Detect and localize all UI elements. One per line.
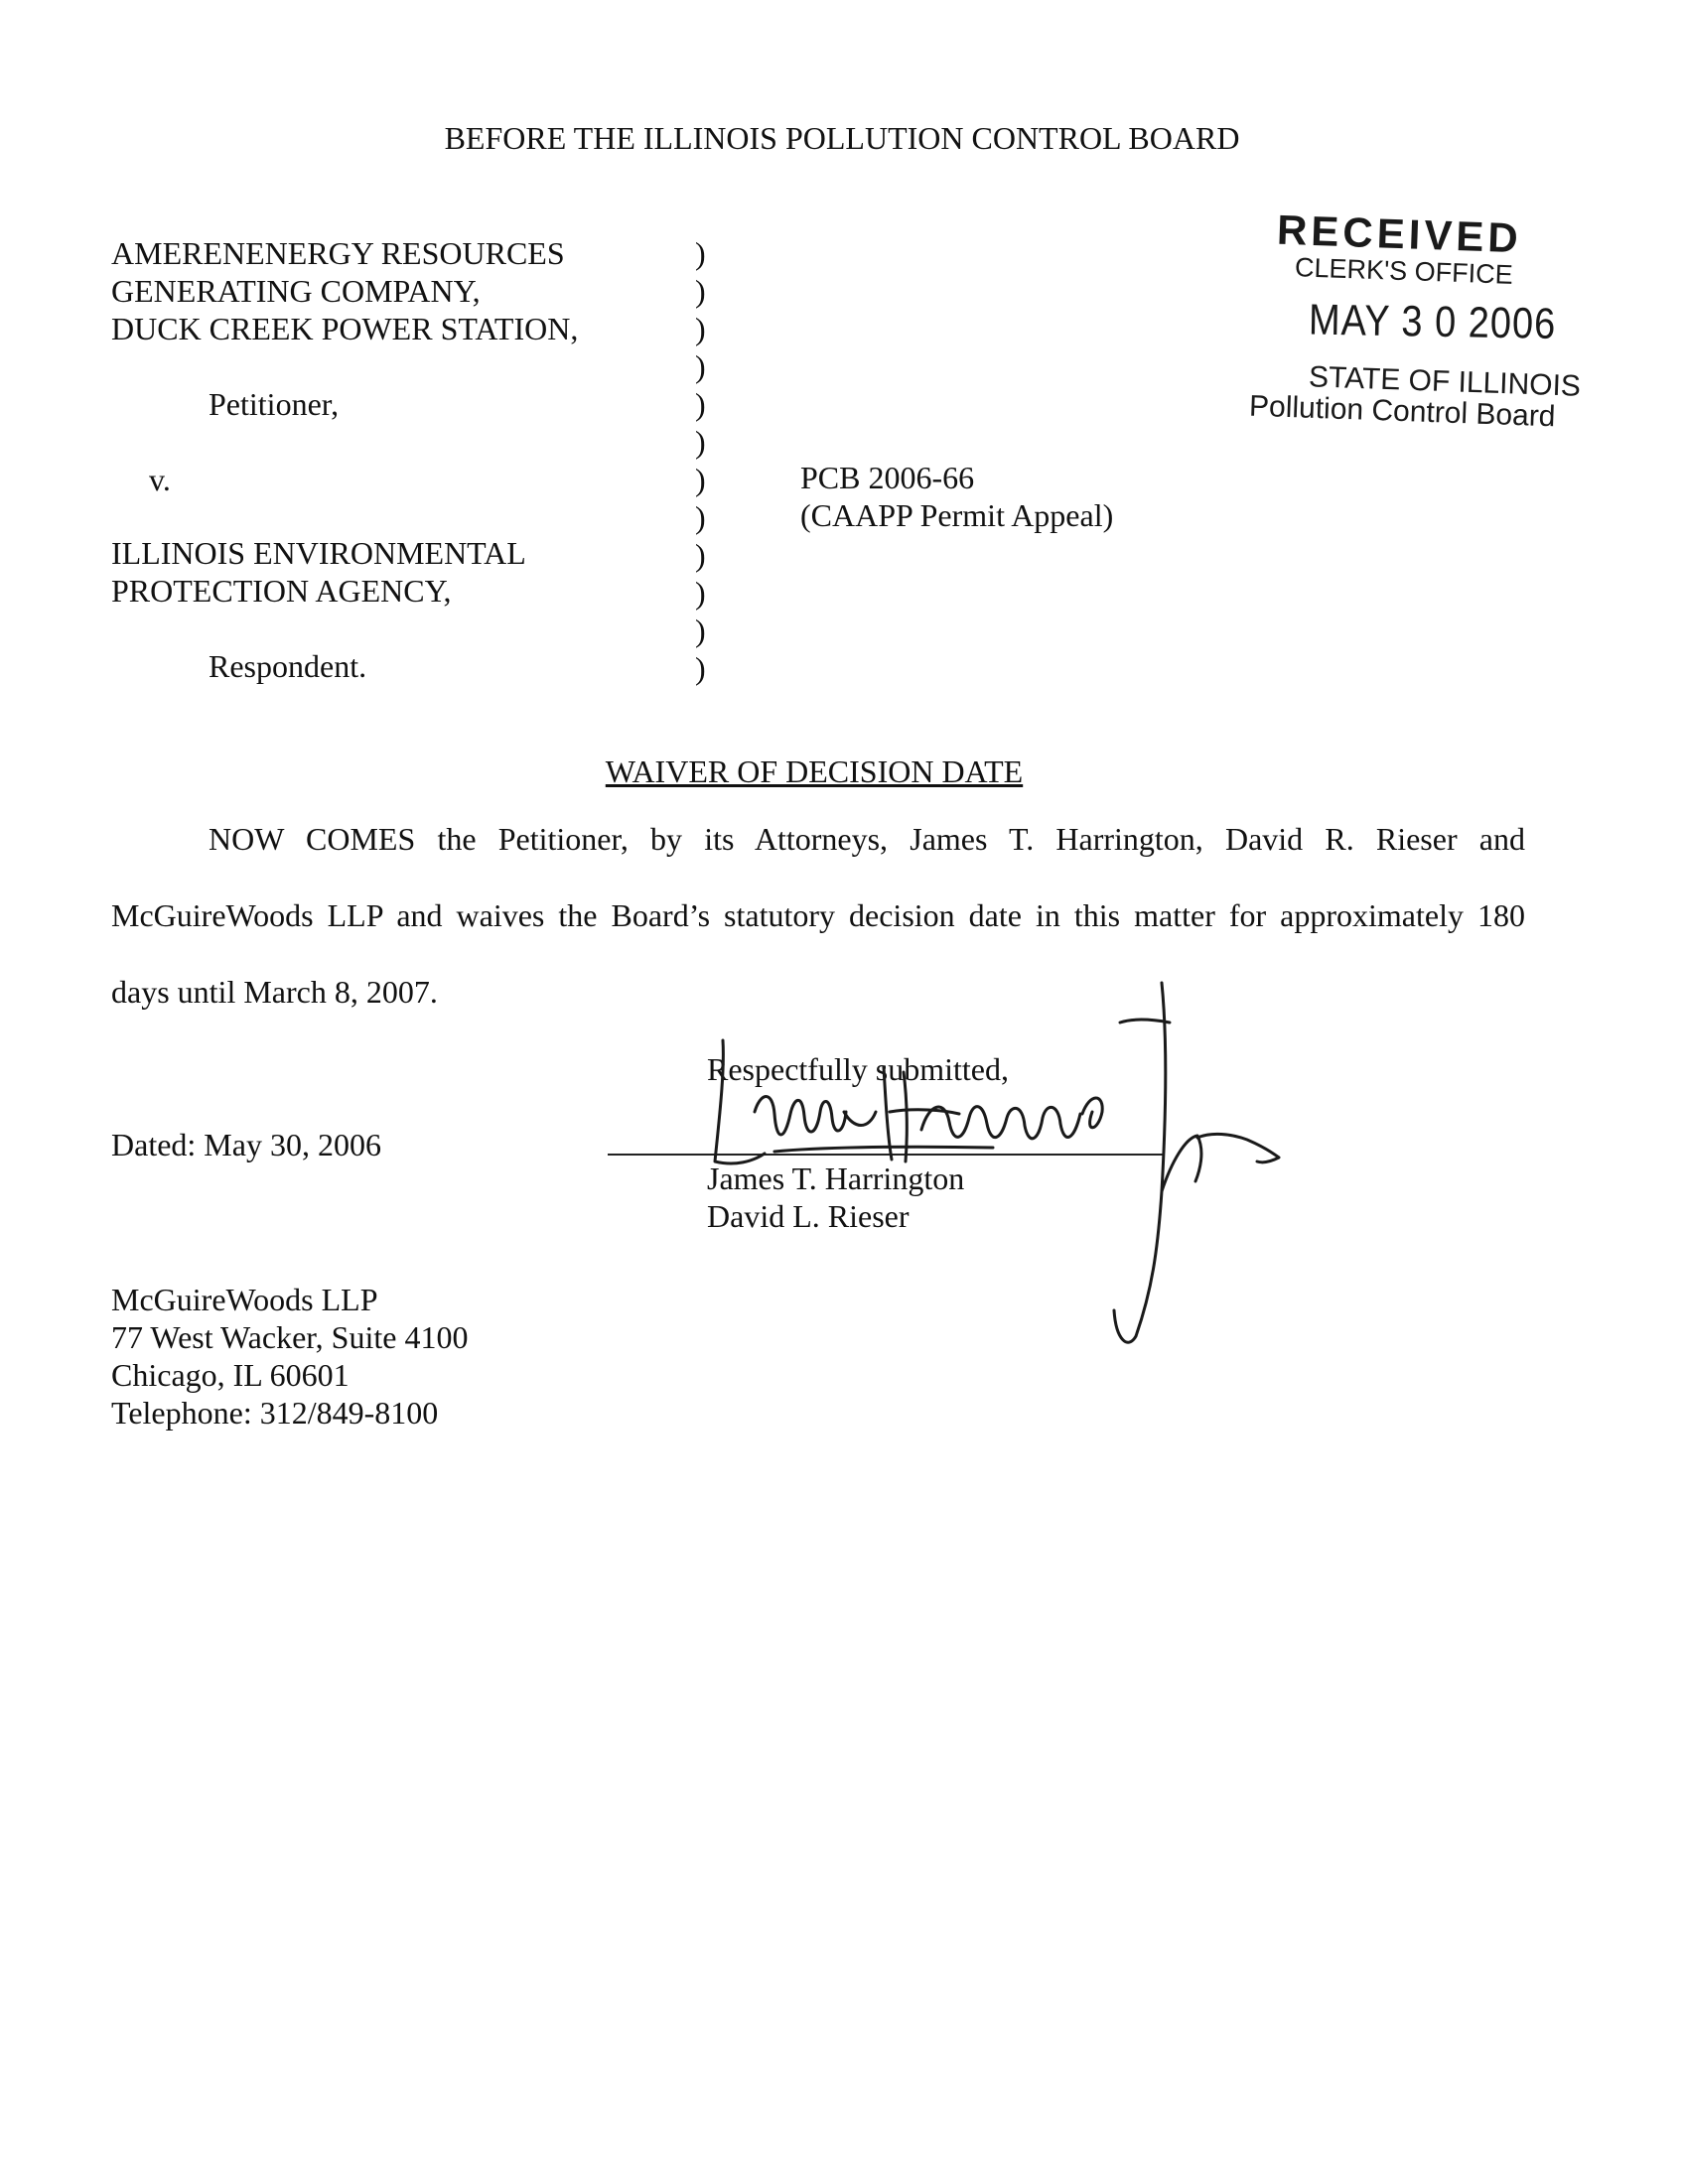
stamp-received: RECEIVED bbox=[1276, 205, 1523, 262]
body-line-3: days until March 8, 2007. bbox=[111, 974, 438, 1010]
respondent-name-line-1: ILLINOIS ENVIRONMENTAL bbox=[111, 535, 526, 571]
stamp-board: Pollution Control Board bbox=[1248, 389, 1557, 434]
document-title: WAIVER OF DECISION DATE bbox=[605, 753, 1024, 789]
caption-paren: ) bbox=[695, 235, 706, 271]
caption-paren: ) bbox=[695, 348, 706, 384]
stamp-state: STATE OF ILLINOIS bbox=[1308, 360, 1582, 403]
body-line-1: NOW COMES the Petitioner, by its Attorneys, James T. Harrington, David R. Rieser and bbox=[209, 821, 1525, 857]
petitioner-name-line-3: DUCK CREEK POWER STATION, bbox=[111, 311, 579, 346]
caption-paren: ) bbox=[695, 575, 706, 611]
case-type: (CAAPP Permit Appeal) bbox=[800, 497, 1114, 533]
versus: v. bbox=[149, 462, 171, 497]
body-line-2: McGuireWoods LLP and waives the Board’s statutory decision date in this matter for approximately 180 bbox=[111, 897, 1525, 933]
petitioner-label: Petitioner, bbox=[209, 386, 340, 422]
firm-address-2: Chicago, IL 60601 bbox=[111, 1357, 350, 1393]
handwritten-signature bbox=[695, 963, 1350, 1350]
stamp-date: MAY 3 0 2006 bbox=[1308, 296, 1557, 349]
case-number: PCB 2006-66 bbox=[800, 460, 975, 495]
board-title: BEFORE THE ILLINOIS POLLUTION CONTROL BOARD bbox=[444, 120, 1240, 156]
caption-paren: ) bbox=[695, 537, 706, 573]
caption-paren: ) bbox=[695, 311, 706, 346]
stamp-clerks-office: CLERK'S OFFICE bbox=[1294, 252, 1514, 290]
signer-2: David L. Rieser bbox=[707, 1198, 910, 1234]
caption-paren: ) bbox=[695, 424, 706, 460]
respondent-label: Respondent. bbox=[209, 648, 367, 684]
firm-address-1: 77 West Wacker, Suite 4100 bbox=[111, 1319, 469, 1355]
firm-name: McGuireWoods LLP bbox=[111, 1282, 378, 1317]
closing: Respectfully submitted, bbox=[707, 1051, 1009, 1087]
signer-1: James T. Harrington bbox=[707, 1160, 965, 1196]
dated: Dated: May 30, 2006 bbox=[111, 1127, 381, 1162]
caption-paren: ) bbox=[695, 650, 706, 686]
petitioner-name-line-1: AMERENENERGY RESOURCES bbox=[111, 235, 565, 271]
caption-paren: ) bbox=[695, 386, 706, 422]
petitioner-name-line-2: GENERATING COMPANY, bbox=[111, 273, 481, 309]
caption-paren: ) bbox=[695, 613, 706, 648]
respondent-name-line-2: PROTECTION AGENCY, bbox=[111, 573, 452, 609]
firm-telephone: Telephone: 312/849-8100 bbox=[111, 1395, 439, 1431]
caption-paren: ) bbox=[695, 499, 706, 535]
caption-paren: ) bbox=[695, 273, 706, 309]
caption-paren: ) bbox=[695, 462, 706, 497]
